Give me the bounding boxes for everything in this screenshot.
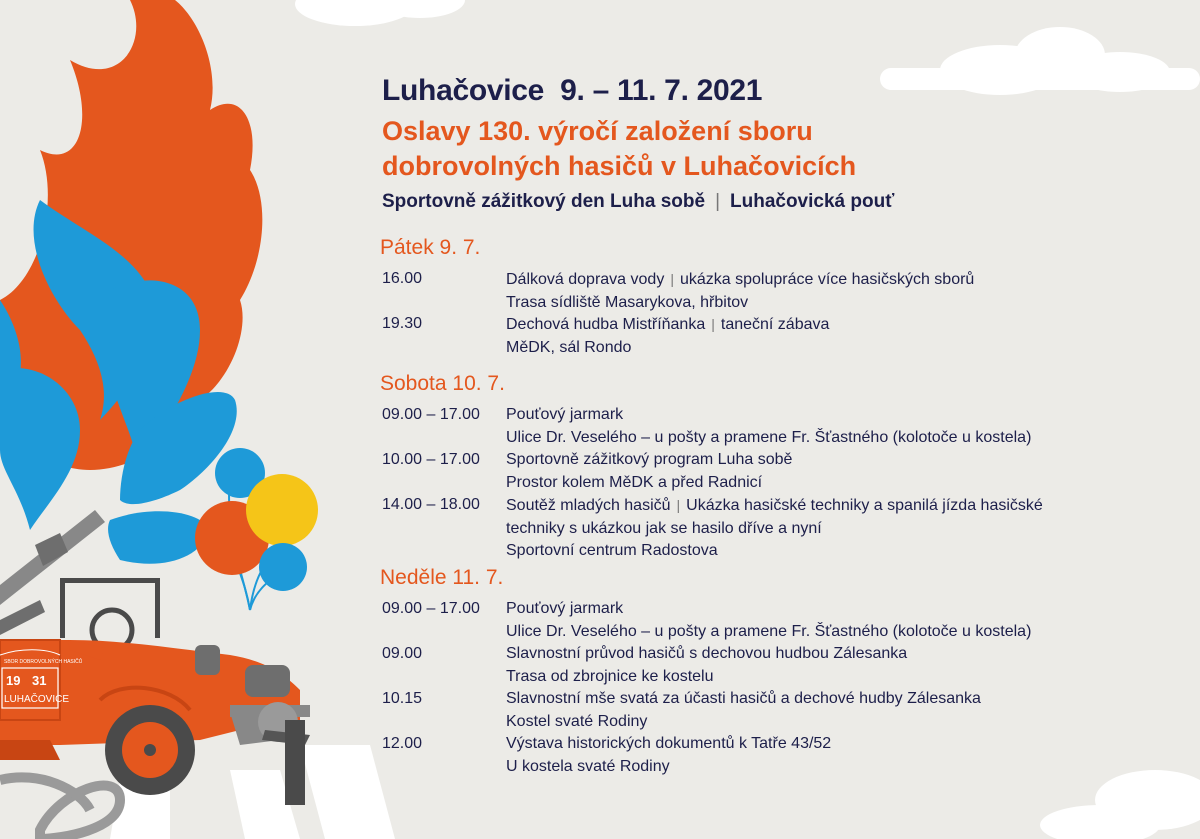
event-time: 14.00 – 18.00 xyxy=(382,496,480,513)
hose-nozzle-illustration xyxy=(0,510,105,635)
event-line: Slavnostní mše svatá za účasti hasičů a dechové hudby Zálesanka xyxy=(506,690,981,707)
event-description xyxy=(506,268,1126,314)
balloons-illustration xyxy=(195,448,318,610)
tagline-separator: | xyxy=(715,191,720,212)
event-time: 10.15 xyxy=(382,690,423,707)
event-line: Sportovně zážitkový program Luha sobě xyxy=(506,451,793,468)
event-line: Pouťový jarmark xyxy=(506,406,624,423)
event-line: Výstava historických dokumentů k Tatře 43/52 xyxy=(506,735,832,752)
event-time: 09.00 xyxy=(382,645,423,662)
event-description xyxy=(506,598,1126,643)
event-line: Sportovní centrum Radostova xyxy=(506,542,718,559)
event-line: techniky s ukázkou jak se hasilo dříve a nyní xyxy=(506,519,822,537)
page-subtitle xyxy=(382,114,856,184)
separator: | xyxy=(676,497,681,513)
event-description xyxy=(506,688,1126,733)
cloud-icon xyxy=(880,27,1200,95)
truck-badge-year-right: 31 xyxy=(32,673,47,688)
event-time: 09.00 – 17.00 xyxy=(382,600,480,617)
event-line: U kostela svaté Rodiny xyxy=(506,757,670,775)
day-heading: Sobota 10. 7. xyxy=(380,372,505,395)
event-line: Kostel svaté Rodiny xyxy=(506,712,648,730)
event-description xyxy=(506,494,1126,563)
event-description xyxy=(506,643,1126,688)
cloud-icon xyxy=(1040,770,1200,839)
tagline-b: Luhačovická pouť xyxy=(730,191,895,212)
subtitle-line: dobrovolných hasičů v Luhačovicích xyxy=(382,151,857,181)
event-line: Dechová hudba Mistříňanka | taneční zábava xyxy=(506,316,830,333)
day-heading: Neděle 11. 7. xyxy=(380,566,504,589)
event-line: Pouťový jarmark xyxy=(506,600,624,617)
tagline xyxy=(382,191,894,213)
tagline-a: Sportovně zážitkový den Luha sobě xyxy=(382,191,706,212)
cloud-icon xyxy=(295,0,465,26)
event-time: 09.00 – 17.00 xyxy=(382,406,480,423)
separator: | xyxy=(670,271,674,287)
event-description xyxy=(506,733,1126,778)
event-line: Dálková doprava vody | ukázka spolupráce více hasičských sborů xyxy=(506,271,975,288)
event-time: 12.00 xyxy=(382,735,423,752)
page-title: Luhačovice 9. – 11. 7. 2021 xyxy=(382,74,763,107)
event-description xyxy=(506,449,1126,494)
event-time: 19.30 xyxy=(382,315,423,332)
event-line: Ulice Dr. Veselého – u pošty a pramene Fr. Šťastného (kolotoče u kostela) xyxy=(506,428,1032,446)
separator: | xyxy=(711,316,715,332)
event-description xyxy=(506,313,1126,359)
event-line: Trasa sídliště Masarykova, hřbitov xyxy=(506,293,749,311)
event-time: 10.00 – 17.00 xyxy=(382,451,480,468)
truck-badge-year-left: 19 xyxy=(6,673,21,688)
event-line: Prostor kolem MěDK a před Radnicí xyxy=(506,473,763,491)
event-line: Trasa od zbrojnice ke kostelu xyxy=(506,667,714,685)
event-line: Slavnostní průvod hasičů s dechovou hudbou Zálesanka xyxy=(506,645,908,662)
subtitle-line: Oslavy 130. výročí založení sboru xyxy=(382,116,813,146)
event-line: MěDK, sál Rondo xyxy=(506,338,632,356)
truck-badge-arc-text: SBOR DOBROVOLNÝCH HASIČŮ xyxy=(4,659,83,665)
day-heading: Pátek 9. 7. xyxy=(380,236,481,259)
event-description xyxy=(506,404,1126,449)
event-time: 16.00 xyxy=(382,270,423,287)
event-line: Soutěž mladých hasičů | Ukázka hasičské techniky a spanilá jízda hasičské xyxy=(506,497,1043,514)
truck-badge-town: LUHAČOVICE xyxy=(4,694,70,705)
event-line: Ulice Dr. Veselého – u pošty a pramene Fr. Šťastného (kolotoče u kostela) xyxy=(506,622,1032,640)
